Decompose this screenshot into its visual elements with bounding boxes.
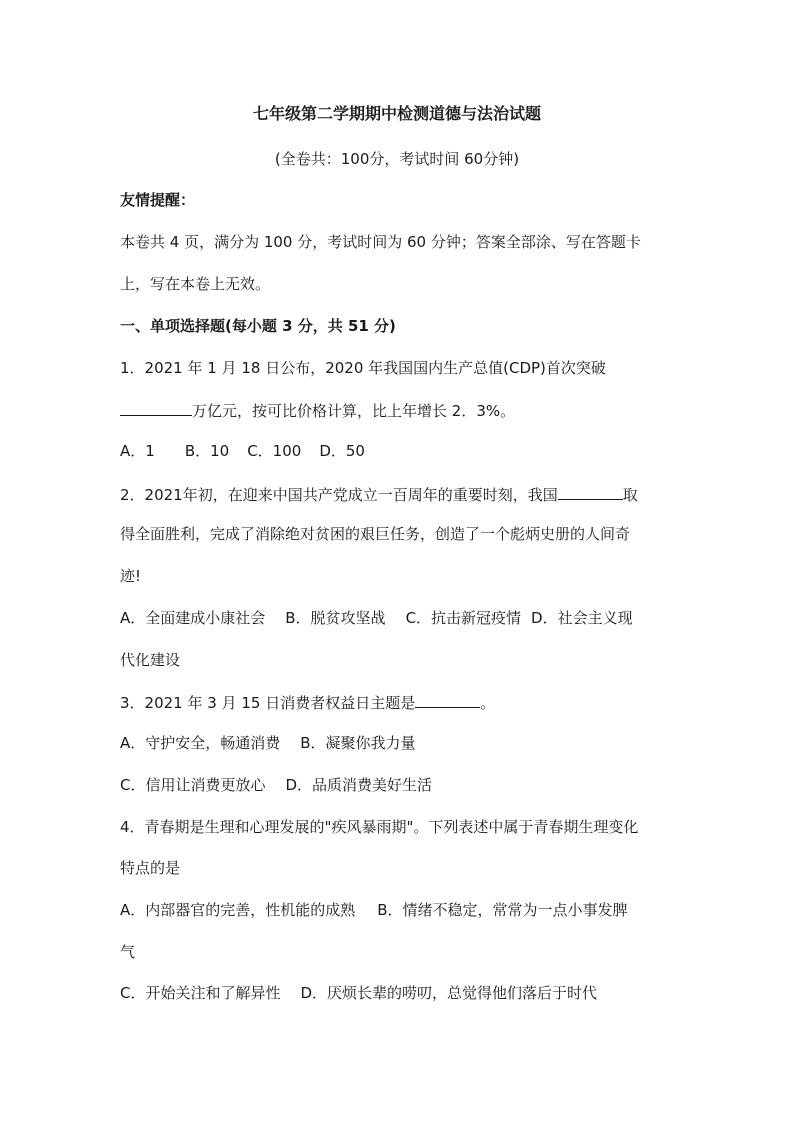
option-a: A．内部器官的完善，性机能的成熟: [120, 901, 356, 919]
question-2-line-2: 得全面胜利，完成了消除绝对贫困的艰巨任务，创造了一个彪炳史册的人间奇: [120, 525, 631, 543]
question-3-line-1: [120, 691, 495, 713]
option-c: C．开始关注和了解异性: [120, 984, 281, 1002]
page-title: 七年级第二学期期中检测道德与法治试题: [252, 104, 541, 123]
question-1-line-2: [120, 399, 515, 421]
option-a: A．守护安全，畅通消费: [120, 734, 281, 752]
option-b: B．情绪不稳定，常常为一点小事发脾: [377, 901, 628, 919]
option-c: C．抗击新冠疫情: [405, 609, 522, 627]
question-2-options-cont: 代化建设: [120, 651, 181, 669]
question-4-line-1: 4．青春期是生理和心理发展的"疾风暴雨期"。下列表述中属于青春期生理变化: [120, 818, 639, 836]
question-4-options-1-cont: 气: [120, 943, 136, 961]
page-subtitle: (全卷共：100分，考试时间 60分钟): [274, 150, 520, 168]
option-c: C．信用让消费更放心: [120, 776, 266, 794]
question-2-text-end: 取: [622, 486, 638, 504]
question-2-options: [120, 608, 633, 628]
question-4-options-1: [120, 900, 628, 920]
question-2-line-1: [120, 483, 638, 505]
question-3-options-1: [120, 733, 416, 753]
option-d: D．社会主义现: [531, 609, 633, 627]
question-1-line-1: 1．2021 年 1 月 18 日公布，2020 年我国国内生产总值(CDP)首次突破: [120, 359, 606, 377]
section-heading: 一、单项选择题(每小题 3 分，共 51 分): [120, 317, 396, 335]
option-d: D．品质消费美好生活: [285, 776, 433, 794]
option-b: B．脱贫攻坚战: [285, 609, 386, 627]
answer-blank: [558, 483, 623, 500]
option-a: A．全面建成小康社会: [120, 609, 266, 627]
option-d: D．50: [319, 442, 365, 460]
option-b: B．凝聚你我力量: [300, 734, 416, 752]
answer-blank: [120, 399, 192, 416]
question-3-options-2: [120, 775, 432, 795]
question-3-text: 3．2021 年 3 月 15 日消费者权益日主题是: [120, 694, 416, 712]
question-2-line-3: 迹!: [120, 567, 142, 585]
answer-blank: [415, 691, 480, 708]
option-a: A．1: [120, 442, 155, 460]
option-b: B．10: [184, 442, 230, 460]
reminder-line-1: 本卷共 4 页，满分为 100 分，考试时间为 60 分钟；答案全部涂、写在答题卡: [120, 233, 641, 251]
question-1-options: [120, 441, 365, 461]
question-2-text: 2．2021年初，在迎来中国共产党成立一百周年的重要时刻，我国: [120, 486, 558, 504]
question-4-line-2: 特点的是: [120, 859, 181, 877]
reminder-heading: 友情提醒：: [120, 191, 196, 209]
question-4-options-2: [120, 983, 597, 1003]
option-d: D．厌烦长辈的唠叨，总觉得他们落后于时代: [300, 984, 598, 1002]
question-3-text-end: 。: [480, 694, 496, 712]
option-c: C．100: [247, 442, 302, 460]
question-1-text: 万亿元，按可比价格计算，比上年增长 2．3%。: [192, 402, 516, 420]
reminder-line-2: 上，写在本卷上无效。: [120, 275, 271, 293]
